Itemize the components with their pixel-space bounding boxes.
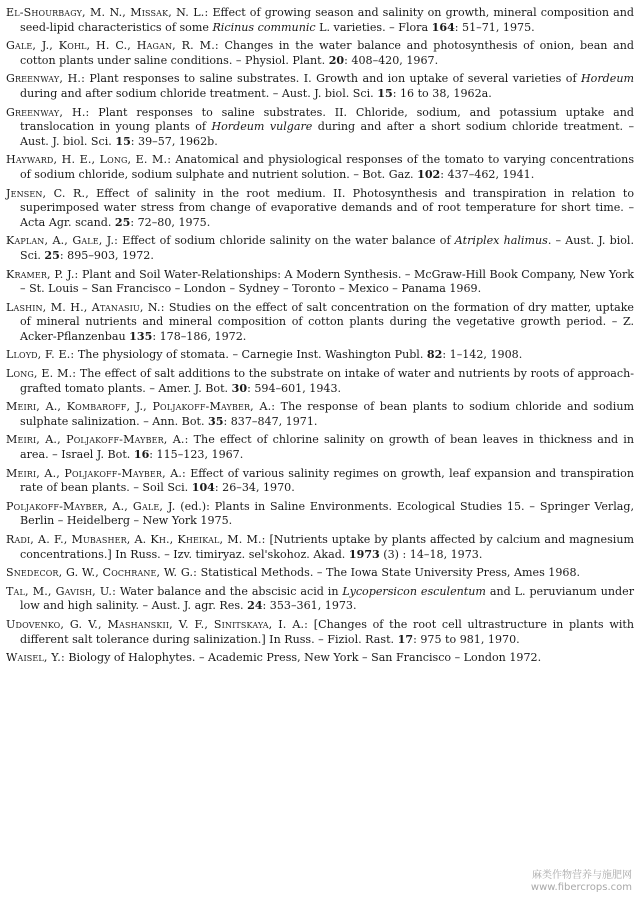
reference-text: The effect of chlorine salinity on growth of bean leaves in thickness and in area. – Israel J. Bot. xyxy=(20,433,634,462)
reference-text: Water balance and the abscisic acid in xyxy=(115,584,343,598)
reference-pages-year: : 178–186, 1972. xyxy=(152,329,247,343)
reference-pages-year: : 408–420, 1967. xyxy=(344,53,439,67)
reference-text: . – Aust. J. biol. Sci. xyxy=(20,234,635,262)
reference-volume: 24 xyxy=(247,599,263,613)
reference-text: Studies on the effect of salt concentration on the formation of dry matter, uptake of mineral nutrients and mineral composition of cotton plants during the vegetative growth period. – Z. Acker-Pflanzenbau xyxy=(20,300,634,343)
reference-pages-year: : 975 to 981, 1970. xyxy=(413,632,520,646)
reference-entry xyxy=(6,268,634,297)
reference-pages-year: : 51–71, 1975. xyxy=(454,20,535,34)
reference-text: Plant responses to saline substrates. II. Chloride, sodium, and potassium uptake and translocation in young plants of xyxy=(20,105,635,134)
reference-authors: Greenway, H.: xyxy=(6,72,85,86)
reference-text: (ed.): Plants in Saline Environments. Ecological Studies 15. – Springer Verlag, Berlin – Heidelberg – New York 1975. xyxy=(20,499,634,528)
reference-entry xyxy=(6,6,634,35)
reference-authors: Meiri, A., Kombaroff, J., Poljakoff-Mayber, A.: xyxy=(6,400,276,414)
reference-text: [Nutrients uptake by plants affected by calcium and magnesium concentrations.] In Russ. – Izv. timiryaz. sel'skohoz. Akad. xyxy=(20,533,635,561)
reference-volume: 25 xyxy=(114,215,131,229)
reference-pages-year: : 895–903, 1972. xyxy=(59,248,154,262)
reference-italic-taxon: Atriplex halimus xyxy=(454,234,548,248)
reference-volume: 25 xyxy=(44,248,60,262)
reference-volume: 164 xyxy=(431,20,455,34)
reference-pages-year: : 16 to 38, 1962a. xyxy=(392,86,492,100)
reference-authors: Gale, J., Kohl, H. C., Hagan, R. M.: xyxy=(6,39,219,53)
reference-italic-taxon: Lycopersicon esculentum xyxy=(342,584,486,598)
reference-text: L. varieties. – Flora xyxy=(315,20,432,34)
reference-entry xyxy=(6,106,634,150)
reference-italic-taxon: Hordeum vulgare xyxy=(211,120,313,134)
reference-entry xyxy=(6,301,634,345)
reference-entry xyxy=(6,533,634,562)
reference-entry xyxy=(6,72,634,101)
reference-entry xyxy=(6,500,634,529)
reference-pages-year: : 437–462, 1941. xyxy=(440,167,535,181)
reference-text: Anatomical and physiological responses of the tomato to varying concentrations of sodium chloride, sodium sulphate and nutrient solution. – Bot. Gaz. xyxy=(20,153,635,181)
reference-entry xyxy=(6,234,634,263)
reference-authors: El-Shourbagy, M. N., Missak, N. L.: xyxy=(6,6,209,19)
reference-text: during and after a short sodium chloride treatment. – Aust. J. biol. Sci. xyxy=(20,120,634,148)
reference-volume: 104 xyxy=(191,481,215,495)
reference-entry xyxy=(6,651,634,666)
reference-volume: 102 xyxy=(417,167,441,181)
reference-pages-year: : 115–123, 1967. xyxy=(149,448,244,462)
reference-entry xyxy=(6,348,634,363)
reference-text: [Changes of the root cell ultrastructure in plants with different salt tolerance during salinization.] In Russ. – Fiziol. Rast. xyxy=(20,617,634,646)
reference-text: and L. peruvianum under low and high salinity. – Aust. J. agr. Res. xyxy=(20,584,634,613)
reference-text: during and after sodium chloride treatment. – Aust. J. biol. Sci. xyxy=(20,86,378,100)
reference-authors: Kramer, P. J.: xyxy=(6,267,79,281)
reference-entry xyxy=(6,400,634,429)
reference-authors: Long, E. M.: xyxy=(6,367,77,381)
reference-entry xyxy=(6,433,634,462)
reference-entry xyxy=(6,367,634,396)
reference-entry xyxy=(6,585,634,614)
reference-authors: Greenway, H.: xyxy=(6,105,90,119)
reference-authors: Udovenko, G. V., Mashanskii, V. F., Sinitskaya, I. A.: xyxy=(6,617,309,631)
reference-pages-year: : 72–80, 1975. xyxy=(130,215,211,229)
reference-pages-year: : 39–57, 1962b. xyxy=(130,134,218,148)
reference-authors: Tal, M., Gavish, U.: xyxy=(6,584,116,598)
reference-italic-taxon: Hordeum xyxy=(581,72,634,86)
reference-text: Plant and Soil Water-Relationships: A Modern Synthesis. – McGraw-Hill Book Company, New York – St. Louis – San Francisco – London – Sydney – Toronto – Mexico – Panama 1969. xyxy=(20,267,634,296)
reference-text: The effect of salt additions to the substrate on intake of water and nutrients by roots of approach-grafted tomato plants. – Amer. J. Bot. xyxy=(20,367,634,395)
reference-authors: Kaplan, A., Gale, J.: xyxy=(6,234,119,248)
reference-entry xyxy=(6,187,634,231)
reference-volume: 16 xyxy=(133,448,150,462)
reference-text: Effect of salinity in the root medium. II. Photosynthesis and transpiration in relation to superimposed water stress from change of evaporative demands and of root temperature for short time. – Acta Agr. scand. xyxy=(20,186,634,229)
reference-text: Effect of various salinity regimes on growth, leaf expansion and transpiration rate of bean plants. – Soil Sci. xyxy=(20,466,634,495)
reference-text: Biology of Halophytes. – Academic Press, New York – San Francisco – London 1972. xyxy=(64,651,542,665)
reference-text: Effect of growing season and salinity on growth, mineral composition and seed-lipid characteristics of some xyxy=(20,6,634,34)
reference-pages-year: (3) : 14–18, 1973. xyxy=(379,547,483,561)
reference-text: The physiology of stomata. – Carnegie Inst. Washington Publ. xyxy=(74,348,427,362)
reference-authors: Poljakoff-Mayber, A., Gale, J. xyxy=(6,499,176,513)
reference-pages-year: : 837–847, 1971. xyxy=(223,414,318,428)
reference-authors: Meiri, A., Poljakoff-Mayber, A.: xyxy=(6,466,186,480)
reference-pages-year: : 1–142, 1908. xyxy=(442,348,523,362)
watermark xyxy=(531,870,632,894)
reference-volume: 135 xyxy=(129,329,153,343)
reference-entry xyxy=(6,153,634,182)
reference-volume: 15 xyxy=(115,134,131,148)
reference-text: Changes in the water balance and photosynthesis of onion, bean and cotton plants under saline conditions. – Physiol. Plant. xyxy=(20,39,634,67)
reference-volume: 17 xyxy=(397,632,414,646)
reference-italic-taxon: Ricinus communic xyxy=(212,20,316,34)
reference-text: The response of bean plants to sodium chloride and sodium sulphate salinization. – Ann. Bot. xyxy=(20,400,634,428)
reference-authors: Snedecor, G. W., Cochrane, W. G.: xyxy=(6,566,198,580)
reference-entry xyxy=(6,566,634,581)
reference-authors: Lloyd, F. E.: xyxy=(6,348,75,362)
reference-volume: 15 xyxy=(377,86,393,100)
reference-entry xyxy=(6,467,634,496)
watermark-line-2: www.fibercrops.com xyxy=(530,882,632,893)
reference-volume: 20 xyxy=(328,53,345,67)
reference-authors: Hayward, H. E., Long, E. M.: xyxy=(6,153,172,167)
reference-volume: 30 xyxy=(231,381,248,395)
reference-entry xyxy=(6,39,634,68)
reference-pages-year: : 594–601, 1943. xyxy=(247,381,342,395)
reference-entry xyxy=(6,618,634,647)
reference-volume: 82 xyxy=(426,348,443,362)
reference-volume: 35 xyxy=(208,414,224,428)
reference-authors: Lashin, M. H., Atanasiu, N.: xyxy=(6,300,165,314)
reference-text: Effect of sodium chloride salinity on the water balance of xyxy=(118,234,455,248)
reference-authors: Radi, A. F., Mubasher, A. Kh., Kheikal, M. M.: xyxy=(6,533,266,546)
reference-volume: 1973 xyxy=(348,547,380,561)
reference-pages-year: : 353–361, 1973. xyxy=(262,599,357,613)
reference-text: Statistical Methods. – The Iowa State University Press, Ames 1968. xyxy=(197,566,581,580)
reference-authors: Waisel, Y.: xyxy=(6,651,65,665)
watermark-line-1: 麻类作物营养与施肥网 xyxy=(532,870,632,881)
reference-authors: Jensen, C. R., xyxy=(6,186,89,200)
reference-pages-year: : 26–34, 1970. xyxy=(214,481,295,495)
reference-text: Plant responses to saline substrates. I. Growth and ion uptake of several varieties of xyxy=(84,72,581,86)
reference-authors: Meiri, A., Poljakoff-Mayber, A.: xyxy=(6,433,189,447)
